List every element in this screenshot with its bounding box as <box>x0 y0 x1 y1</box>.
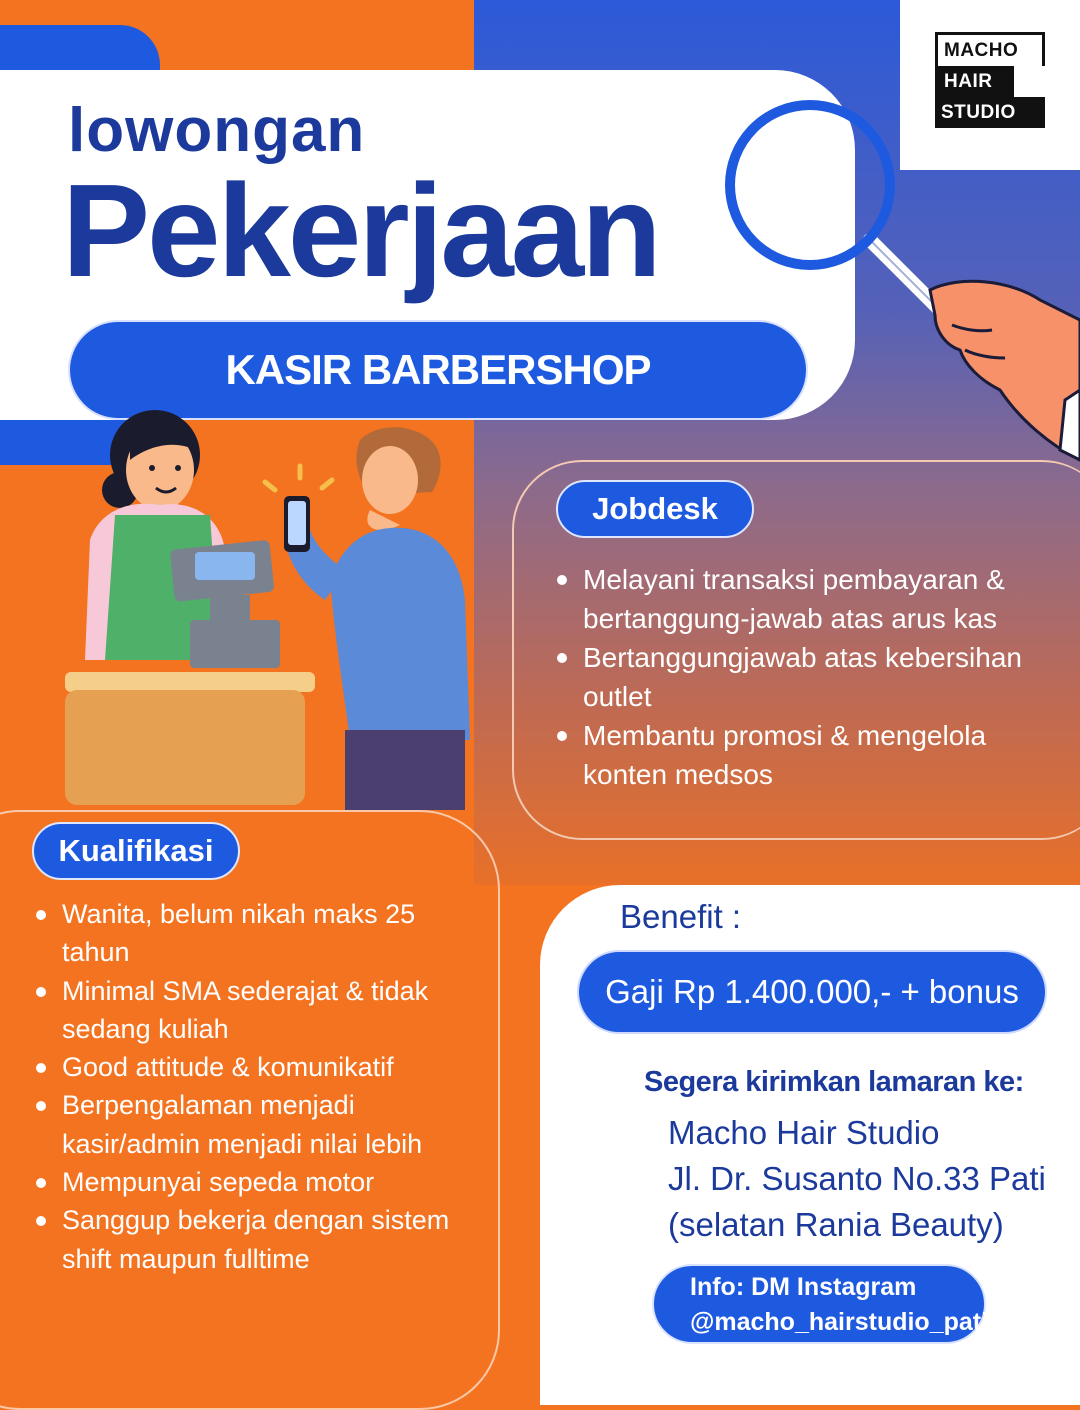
list-item: Wanita, belum nikah maks 25 tahun <box>34 895 474 972</box>
info-line-1: Info: DM Instagram <box>690 1273 917 1301</box>
company-landmark: (selatan Rania Beauty) <box>668 1206 1004 1243</box>
list-item: Mempunyai sepeda motor <box>34 1163 474 1201</box>
list-item: Good attitude & komunikatif <box>34 1048 474 1086</box>
brand-logo <box>935 32 1045 128</box>
benefit-label: Benefit : <box>620 898 742 935</box>
page-title: Pekerjaan <box>62 157 659 304</box>
company-name: Macho Hair Studio <box>668 1114 940 1151</box>
salary-badge: Gaji Rp 1.400.000,- + bonus <box>577 950 1047 1034</box>
apply-heading: Segera kirimkan lamaran ke: <box>644 1066 1024 1098</box>
instagram-handle: @macho_hairstudio_pati <box>690 1308 989 1336</box>
logo-line-3: STUDIO <box>935 97 1045 128</box>
instagram-info-badge <box>652 1264 989 1344</box>
list-item: Berpengalaman menjadi kasir/admin menjadi nilai lebih <box>34 1086 474 1163</box>
list-item: Bertanggungjawab atas kebersihan outlet <box>555 638 1055 716</box>
list-item: Minimal SMA sederajat & tidak sedang kuliah <box>34 972 474 1049</box>
company-street: Jl. Dr. Susanto No.33 Pati <box>668 1160 1046 1197</box>
kualifikasi-list <box>34 895 474 1278</box>
logo-line-2: HAIR <box>935 66 1014 97</box>
logo-line-1: MACHO <box>935 32 1045 66</box>
list-item: Melayani transaksi pembayaran & bertanggung-jawab atas arus kas <box>555 560 1055 638</box>
kualifikasi-label: Kualifikasi <box>32 822 240 880</box>
list-item: Membantu promosi & mengelola konten medsos <box>555 716 1055 794</box>
list-item: Sanggup bekerja dengan sistem shift maupun fulltime <box>34 1201 474 1278</box>
cashier-illustration <box>60 400 500 810</box>
jobdesk-list <box>555 560 1055 794</box>
position-badge: KASIR BARBERSHOP <box>68 320 808 420</box>
jobdesk-label: Jobdesk <box>556 480 754 538</box>
title-small: lowongan <box>68 96 366 165</box>
